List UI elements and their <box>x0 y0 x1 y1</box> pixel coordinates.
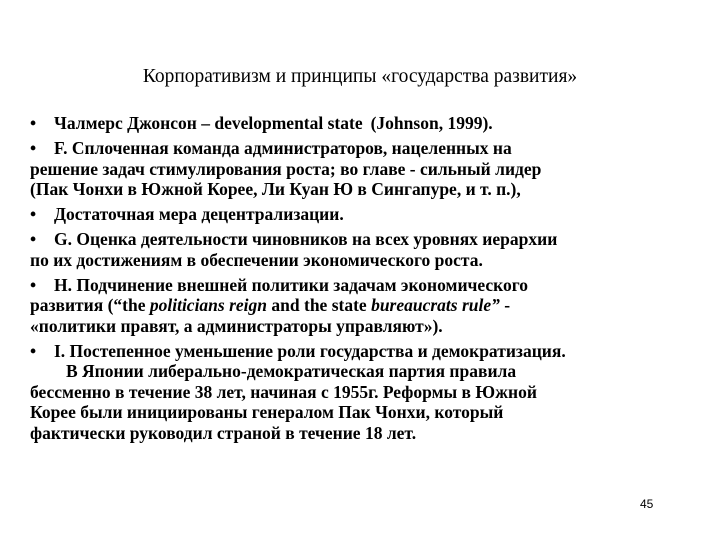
bullet-line: по их достижениям в обеспечении экономического роста. <box>30 249 483 270</box>
bullet-item-g <box>30 229 690 270</box>
closing-text: В Японии либерально-демократическая партия правила <box>66 361 517 381</box>
bullet-text: Достаточная мера децентрализации. <box>54 204 344 224</box>
bullet-marker: • <box>30 340 37 361</box>
closing-paragraph <box>30 361 690 443</box>
closing-line <box>30 361 690 382</box>
text-run-italic: bureaucrats rule” <box>371 295 500 315</box>
bullet-line <box>30 229 690 250</box>
bullet-line <box>30 275 690 296</box>
slide-body <box>30 113 690 448</box>
bullet-line: (Пак Чонхи в Южной Корее, Ли Куан Ю в Сингапуре, и т. п.), <box>30 179 521 199</box>
bullet-line <box>30 295 690 316</box>
bullet-text: H. Подчинение внешней политики задачам экономического <box>54 274 529 295</box>
bullet-item-f <box>30 138 690 200</box>
bullet-item-johnson <box>30 113 690 134</box>
bullet-marker: • <box>30 138 37 158</box>
closing-line: бессменно в течение 38 лет, начиная с 1955г. Реформы в Южной <box>30 381 537 402</box>
closing-line: Корее были инициированы генералом Пак Чонхи, который <box>30 402 504 422</box>
bullet-line: решение задач стимулирования роста; во главе - сильный лидер <box>30 158 542 179</box>
bullet-line: «политики правят, а администраторы управляют»). <box>30 315 443 336</box>
bullet-marker: • <box>30 229 37 249</box>
bullet-text: Чалмерс Джонсон – <box>54 113 215 133</box>
text-run: and the state <box>267 295 372 315</box>
text-run: - <box>499 295 511 315</box>
bullet-text: I. Постепенное уменьшение роли государства и демократизация. <box>54 340 566 361</box>
bullet-item-h <box>30 275 690 337</box>
bullet-text: G. Оценка деятельности чиновников на всех уровнях иерархии <box>54 229 558 249</box>
text-run: развития (“the <box>30 295 150 315</box>
page-number: 45 <box>640 497 654 511</box>
bullet-text-term: developmental state <box>214 113 363 133</box>
bullet-text: F. Сплоченная команда администраторов, нацеленных на <box>54 138 512 158</box>
bullet-line <box>30 138 690 159</box>
bullet-marker: • <box>30 113 37 133</box>
bullet-marker: • <box>30 274 37 295</box>
closing-line: фактически руководил страной в течение 18 лет. <box>30 422 417 443</box>
bullet-item-i <box>30 341 690 362</box>
bullet-marker: • <box>30 204 37 224</box>
slide-title: Корпоративизм и принципы «государства развития» <box>142 66 578 87</box>
text-run-italic: politicians reign <box>149 295 268 315</box>
bullet-text-citation: (Johnson, 1999). <box>370 113 493 133</box>
bullet-item-decentralization <box>30 204 690 225</box>
